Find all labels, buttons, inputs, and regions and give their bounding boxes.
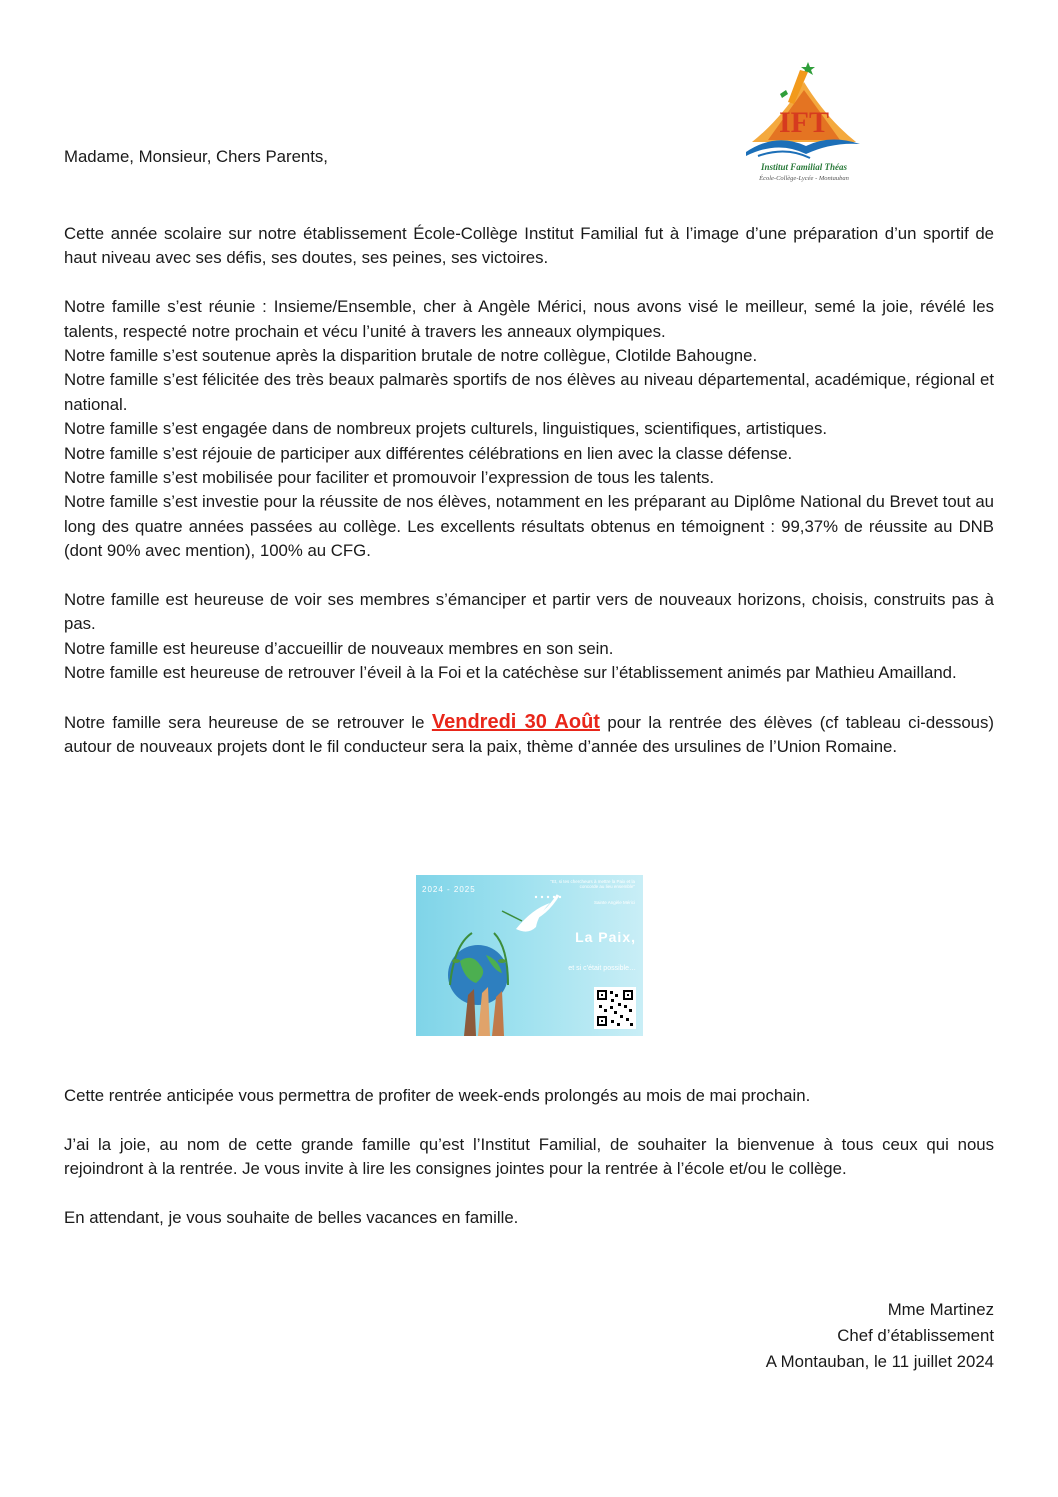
- poster-title: La Paix,: [575, 929, 636, 945]
- star-icon: [780, 90, 788, 98]
- family-line: Notre famille s’est mobilisée pour faciliter et promouvoir l’expression de tous les talents.: [64, 468, 715, 488]
- dove-icon: [516, 903, 550, 932]
- letter-closing: [64, 1084, 994, 1230]
- letter-body: [64, 222, 994, 760]
- intro-paragraph: Cette année scolaire sur notre établissement École-Collège Institut Familial fut à l’image d’une préparation d’un sportif de haut niveau avec ses défis, ses doutes, ses peines, ses victoires.: [64, 224, 994, 268]
- family-line: Notre famille s’est investie pour la réussite de nos élèves, notamment en les préparant au Diplôme National du Brevet tout au long des quatre années passées au collège. Les excellents résultats obtenus en témoignent : 99,37% de réussite au DNB (dont 90% avec mention), 100% au CFG.: [64, 492, 994, 561]
- peace-poster: [416, 875, 643, 1036]
- family-line: Notre famille s’est réunie : Insieme/Ensemble, cher à Angèle Mérici, nous avons visé le meilleur, semé la joie, révélé les talents, respecté notre prochain et vécu l’unité à travers les anneaux olympiques.: [64, 297, 994, 341]
- logo-abbrev: IFT: [778, 106, 830, 139]
- welcome-paragraph: J’ai la joie, au nom de cette grande famille qu’est l’Institut Familial, de souhaiter la bienvenue à tous ceux qui nous rejoindront à la rentrée. Je vous invite à lire les consignes jointes pour la rentrée à l’école et/ou le collège.: [64, 1134, 994, 1179]
- poster-subtitle: et si c’était possible…: [568, 965, 636, 972]
- poster-quote-author: Sainte Angèle Mérici: [593, 900, 635, 905]
- wishes-paragraph: En attendant, je vous souhaite de belles vacances en famille.: [64, 1208, 519, 1227]
- logo-tagline: École-Collège-Lycée - Montauban: [759, 175, 849, 182]
- olive-twig-icon: [502, 911, 522, 921]
- anticipation-paragraph: Cette rentrée anticipée vous permettra de profiter de week-ends prolongés au mois de mai prochain.: [64, 1086, 811, 1105]
- salutation: Madame, Monsieur, Chers Parents,: [64, 147, 328, 166]
- family-line: Notre famille s’est félicitée des très beaux palmarès sportifs de nos élèves au niveau départemental, académique, régional et national.: [64, 370, 994, 414]
- poster-quote: "Et, si tes chercheurs à mettre la Paix et la concorde au lieu ensemble": [550, 879, 635, 889]
- rentree-text-after: pour la rentrée des élèves (cf tableau ci-dessous) autour de nouveaux projets dont le fil conducteur sera la paix, thème d’année des ursulines de l’Union Romaine.: [64, 713, 994, 757]
- rentree-date: Vendredi 30 Août: [431, 711, 600, 734]
- leaf-icon: [498, 959, 506, 963]
- happy-line: Notre famille est heureuse de retrouver l’éveil à la Foi et la catéchèse sur l’établissement animés par Mathieu Amailland.: [64, 663, 957, 683]
- family-line: Notre famille s’est soutenue après la disparition brutale de notre collègue, Clotilde Bahougne.: [64, 346, 758, 366]
- happy-line: Notre famille est heureuse d’accueillir de nouveaux membres en son sein.: [64, 638, 614, 658]
- family-line: Notre famille s’est réjouie de participer aux différentes célébrations en lien avec la classe défense.: [64, 443, 793, 463]
- rentree-paragraph: [64, 710, 994, 760]
- family-line: Notre famille s’est engagée dans de nombreux projets culturels, linguistiques, scientifiques, artistiques.: [64, 419, 828, 439]
- leaf-icon: [452, 959, 460, 963]
- logo-name: Institut Familial Théas: [760, 162, 848, 172]
- signatory-name: Mme Martinez: [887, 1300, 994, 1319]
- qr-code-icon: [594, 987, 636, 1029]
- place-date: A Montauban, le 11 juillet 2024: [765, 1352, 994, 1371]
- signature-block: [766, 1297, 994, 1375]
- rentree-text-before: Notre famille sera heureuse de se retrouver le: [64, 713, 432, 733]
- letter-salutation-block: [64, 145, 994, 169]
- poster-years: 2024 - 2025: [422, 885, 476, 894]
- happy-line: Notre famille est heureuse de voir ses membres s’émanciper et partir vers de nouveaux horizons, choisis, construits pas à pas.: [64, 590, 994, 634]
- signatory-role: Chef d’établissement: [837, 1326, 994, 1345]
